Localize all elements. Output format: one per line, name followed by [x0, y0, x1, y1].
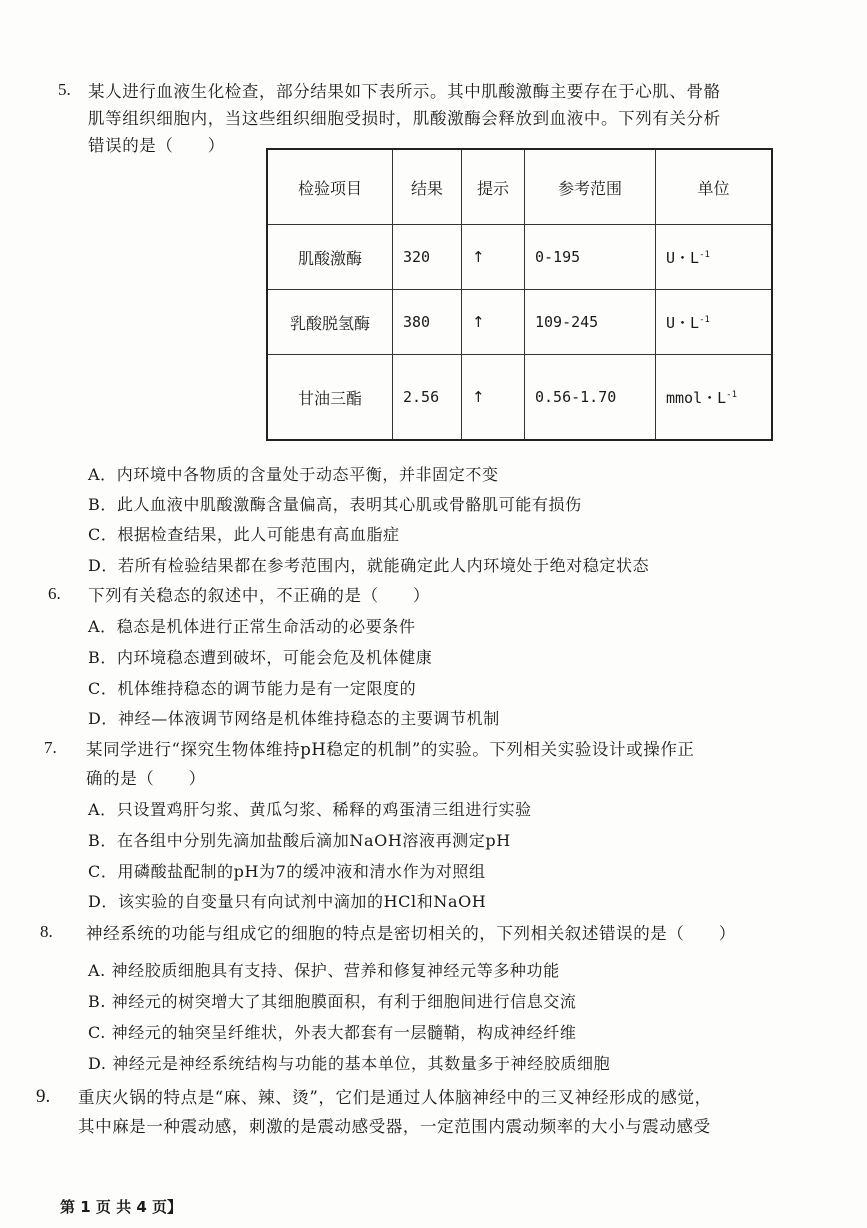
q5-stem-line-3: 错误的是（ ） — [88, 136, 225, 155]
q8-option-d: D. 神经元是神经系统结构与功能的基本单位，其数量多于神经胶质细胞 — [88, 1054, 611, 1073]
q6-option-b: B．内环境稳态遭到破坏，可能会危及机体健康 — [88, 648, 433, 667]
q8-number: 8. — [40, 922, 53, 941]
table-cell-item: 乳酸脱氢酶 — [267, 290, 393, 355]
q7-option-d: D．该实验的自变量只有向试剂中滴加的HCl和NaOH — [88, 892, 487, 911]
table-cell-range: 109-245 — [525, 290, 656, 355]
q6-number: 6. — [48, 584, 61, 603]
table-header-item: 检验项目 — [267, 149, 393, 225]
q5-option-d: D．若所有检验结果都在参考范围内，就能确定此人内环境处于绝对稳定状态 — [88, 556, 650, 575]
unit-text: U・L — [666, 313, 700, 332]
table-header-range: 参考范围 — [525, 149, 656, 225]
q9-stem-line-1: 重庆火锅的特点是“麻、辣、烫”，它们是通过人体脑神经中的三叉神经形成的感觉， — [78, 1088, 712, 1107]
table-header-hint: 提示 — [462, 149, 525, 225]
table-cell-result: 2.56 — [393, 355, 462, 441]
table-header-result: 结果 — [393, 149, 462, 225]
q7-stem-line-2: 确的是（ ） — [86, 769, 206, 788]
table-cell-unit — [656, 355, 773, 441]
table-header-unit: 单位 — [656, 149, 773, 225]
unit-exponent: -1 — [726, 389, 737, 400]
unit-exponent: -1 — [699, 314, 710, 325]
q5-option-a: A．内环境中各物质的含量处于动态平衡，并非固定不变 — [88, 465, 499, 484]
q9-number: 9. — [36, 1086, 51, 1107]
q7-option-c: C．用磷酸盐配制的pH为7的缓冲液和清水作为对照组 — [88, 862, 486, 881]
unit-text: U・L — [666, 248, 700, 267]
q5-stem-line-2: 肌等组织细胞内，当这些组织细胞受损时，肌酸激酶会释放到血液中。下列有关分析 — [88, 109, 721, 128]
table-row — [267, 225, 772, 290]
q5-option-b: B．此人血液中肌酸激酶含量偏高，表明其心肌或骨骼肌可能有损伤 — [88, 495, 582, 514]
q9-stem-line-2: 其中麻是一种震动感，刺激的是震动感受器，一定范围内震动频率的大小与震动感受 — [78, 1117, 711, 1136]
q8-stem: 神经系统的功能与组成它的细胞的特点是密切相关的，下列相关叙述错误的是（ ） — [86, 924, 736, 943]
q8-option-b: B. 神经元的树突增大了其细胞膜面积，有利于细胞间进行信息交流 — [88, 992, 577, 1011]
q5-stem-line-1: 某人进行血液生化检查，部分结果如下表所示。其中肌酸激酶主要存在于心肌、骨骼 — [88, 82, 721, 101]
q7-option-b: B．在各组中分别先滴加盐酸后滴加NaOH溶液再测定pH — [88, 831, 511, 850]
q8-option-a: A. 神经胶质细胞具有支持、保护、营养和修复神经元等多种功能 — [88, 961, 560, 980]
page-footer: 第 1 页 共 4 页】 — [60, 1198, 182, 1216]
table-cell-hint: ↑ — [462, 355, 525, 441]
q5-option-c: C．根据检查结果，此人可能患有高血脂症 — [88, 525, 400, 544]
table-cell-item: 肌酸激酶 — [267, 225, 393, 290]
table-cell-unit — [656, 290, 773, 355]
table-row — [267, 355, 772, 441]
q6-stem: 下列有关稳态的叙述中，不正确的是（ ） — [88, 586, 430, 605]
q6-option-a: A．稳态是机体进行正常生命活动的必要条件 — [88, 617, 416, 636]
table-cell-hint: ↑ — [462, 290, 525, 355]
table-cell-hint: ↑ — [462, 225, 525, 290]
unit-text: mmol・L — [666, 388, 727, 407]
q7-option-a: A．只设置鸡肝匀浆、黄瓜匀浆、稀释的鸡蛋清三组进行实验 — [88, 800, 532, 819]
q6-option-d: D．神经—体液调节网络是机体维持稳态的主要调节机制 — [88, 709, 500, 728]
q7-stem-line-1: 某同学进行“探究生物体维持pH稳定的机制”的实验。下列相关实验设计或操作正 — [86, 740, 695, 759]
q5-number: 5. — [58, 80, 71, 99]
q6-option-c: C．机体维持稳态的调节能力是有一定限度的 — [88, 679, 417, 698]
unit-exponent: -1 — [699, 249, 710, 260]
q7-number: 7. — [44, 738, 57, 757]
table-cell-result: 320 — [393, 225, 462, 290]
table-cell-item: 甘油三酯 — [267, 355, 393, 441]
table-cell-range: 0-195 — [525, 225, 656, 290]
table-header-row — [267, 149, 772, 225]
table-cell-range: 0.56-1.70 — [525, 355, 656, 441]
q8-option-c: C. 神经元的轴突呈纤维状，外表大都套有一层髓鞘，构成神经纤维 — [88, 1023, 577, 1042]
table-cell-unit — [656, 225, 773, 290]
blood-test-table — [266, 148, 773, 441]
table-cell-result: 380 — [393, 290, 462, 355]
table-row — [267, 290, 772, 355]
